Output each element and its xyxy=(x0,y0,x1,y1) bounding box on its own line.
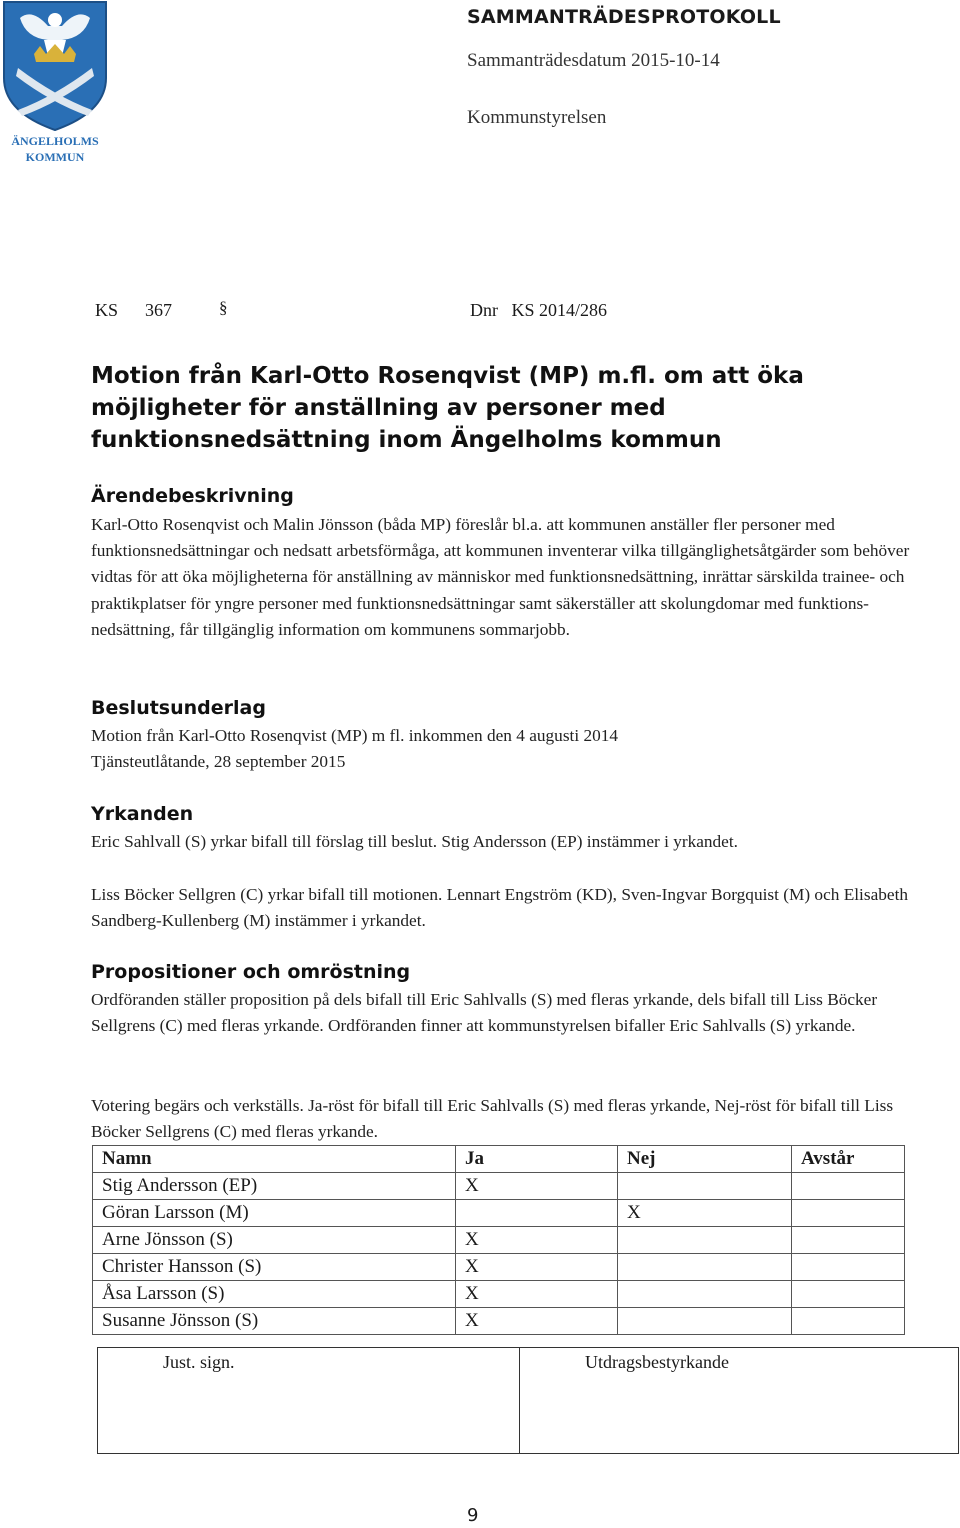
propositioner-para1: Ordföranden ställer proposition på dels bifall till Eric Sahlvalls (S) med fleras yrkande, dels bifall till Liss Böcker Sellgrens (C) med fleras yrkande. Ordföranden finner att kommunstyrelsen bifaller Eric Sahlvalls (S) yrkande. xyxy=(91,990,878,1036)
vote-avstar xyxy=(792,1308,905,1335)
vote-ja: X xyxy=(456,1173,618,1200)
document-type: SAMMANTRÄDESPROTOKOLL xyxy=(467,6,781,28)
page-number: 9 xyxy=(467,1505,479,1526)
table-row xyxy=(93,1173,905,1200)
table-row xyxy=(93,1281,905,1308)
propositioner-para2: Votering begärs och verkställs. Ja-röst för bifall till Eric Sahlvalls (S) med fleras yrkande, Nej-röst för bifall till Liss Böcker Sellgrens (C) med fleras yrkande. xyxy=(91,1096,894,1142)
voter-name: Susanne Jönsson (S) xyxy=(93,1308,456,1335)
vote-ja: X xyxy=(456,1281,618,1308)
yrkanden-para1: Eric Sahlvall (S) yrkar bifall till förslag till beslut. Stig Andersson (EP) instämmer i yrkandet. xyxy=(91,832,738,851)
table-row xyxy=(93,1227,905,1254)
vote-ja: X xyxy=(456,1308,618,1335)
vote-nej xyxy=(618,1227,792,1254)
logo-text-line2: KOMMUN xyxy=(25,150,85,164)
header-ja: Ja xyxy=(456,1146,618,1173)
header-avstar: Avstår xyxy=(792,1146,905,1173)
vote-table xyxy=(92,1145,905,1335)
voter-name: Arne Jönsson (S) xyxy=(93,1227,456,1254)
vote-avstar xyxy=(792,1200,905,1227)
voter-name: Christer Hansson (S) xyxy=(93,1254,456,1281)
table-row xyxy=(93,1254,905,1281)
case-prefix: KS xyxy=(95,300,119,320)
vote-ja: X xyxy=(456,1227,618,1254)
vote-ja: X xyxy=(456,1254,618,1281)
vote-avstar xyxy=(792,1173,905,1200)
header-namn: Namn xyxy=(93,1146,456,1173)
vote-ja xyxy=(456,1200,618,1227)
organ-name: Kommunstyrelsen xyxy=(467,107,607,128)
vote-nej xyxy=(618,1281,792,1308)
heading-propositioner: Propositioner och omröstning xyxy=(91,961,411,983)
utdragsbestyrkande-label: Utdragsbestyrkande xyxy=(585,1352,729,1372)
heading-beslutsunderlag: Beslutsunderlag xyxy=(91,697,266,719)
signature-box xyxy=(97,1347,959,1454)
dnr: Dnr KS 2014/286 xyxy=(470,300,608,320)
voter-name: Stig Andersson (EP) xyxy=(93,1173,456,1200)
voter-name: Åsa Larsson (S) xyxy=(93,1281,456,1308)
vote-nej xyxy=(618,1173,792,1200)
table-row xyxy=(93,1200,905,1227)
heading-yrkanden: Yrkanden xyxy=(91,803,194,825)
beslutsunderlag-line1: Motion från Karl-Otto Rosenqvist (MP) m fl. inkommen den 4 augusti 2014 xyxy=(91,726,619,745)
case-number xyxy=(95,298,228,321)
case-number-value: 367 xyxy=(145,300,172,320)
vote-avstar xyxy=(792,1281,905,1308)
document-title: Motion från Karl-Otto Rosenqvist (MP) m.fl. om att öka möjligheter för anställning av personer med funktionsnedsättning inom Ängelholms kommun xyxy=(91,363,804,453)
vote-avstar xyxy=(792,1254,905,1281)
vote-nej xyxy=(618,1308,792,1335)
voter-name: Göran Larsson (M) xyxy=(93,1200,456,1227)
vote-nej xyxy=(618,1254,792,1281)
section-sign: § xyxy=(219,298,228,317)
heading-arendebeskrivning: Ärendebeskrivning xyxy=(91,485,294,507)
vote-nej: X xyxy=(618,1200,792,1227)
header-nej: Nej xyxy=(618,1146,792,1173)
beslutsunderlag-line2: Tjänsteutlåtande, 28 september 2015 xyxy=(91,752,346,771)
logo-text-line1: ÄNGELHOLMS xyxy=(11,134,99,148)
coat-of-arms-icon xyxy=(0,0,115,170)
yrkanden-para2: Liss Böcker Sellgren (C) yrkar bifall till motionen. Lennart Engström (KD), Sven-Ingvar Borgquist (M) och Elisabeth Sandberg-Kullenberg (M) instämmer i yrkandet. xyxy=(91,885,909,931)
vote-table-header-row xyxy=(93,1146,905,1173)
arendebeskrivning-text: Karl-Otto Rosenqvist och Malin Jönsson (båda MP) föreslår bl.a. att kommunen anställer fler personer med funktionsnedsättningar och nedsatt arbetsförmåga, att kommunen inventerar vilka tillgänglighetsåtgärder som behöver vidtas för att öka möjligheterna för anställning av människor med funktionsnedsättning, inrättar särskilda trainee- och praktikplatser för yngre personer med funktionsnedsättningar samt säkerställer att skolungdomar med funktions-nedsättning, får tillgänglig information om kommunens sommarjobb. xyxy=(91,515,910,639)
meeting-date: Sammanträdesdatum 2015-10-14 xyxy=(467,50,720,71)
municipality-logo xyxy=(0,0,115,170)
vote-avstar xyxy=(792,1227,905,1254)
signature-divider xyxy=(519,1348,520,1453)
table-row xyxy=(93,1308,905,1335)
just-sign-label: Just. sign. xyxy=(163,1352,235,1372)
